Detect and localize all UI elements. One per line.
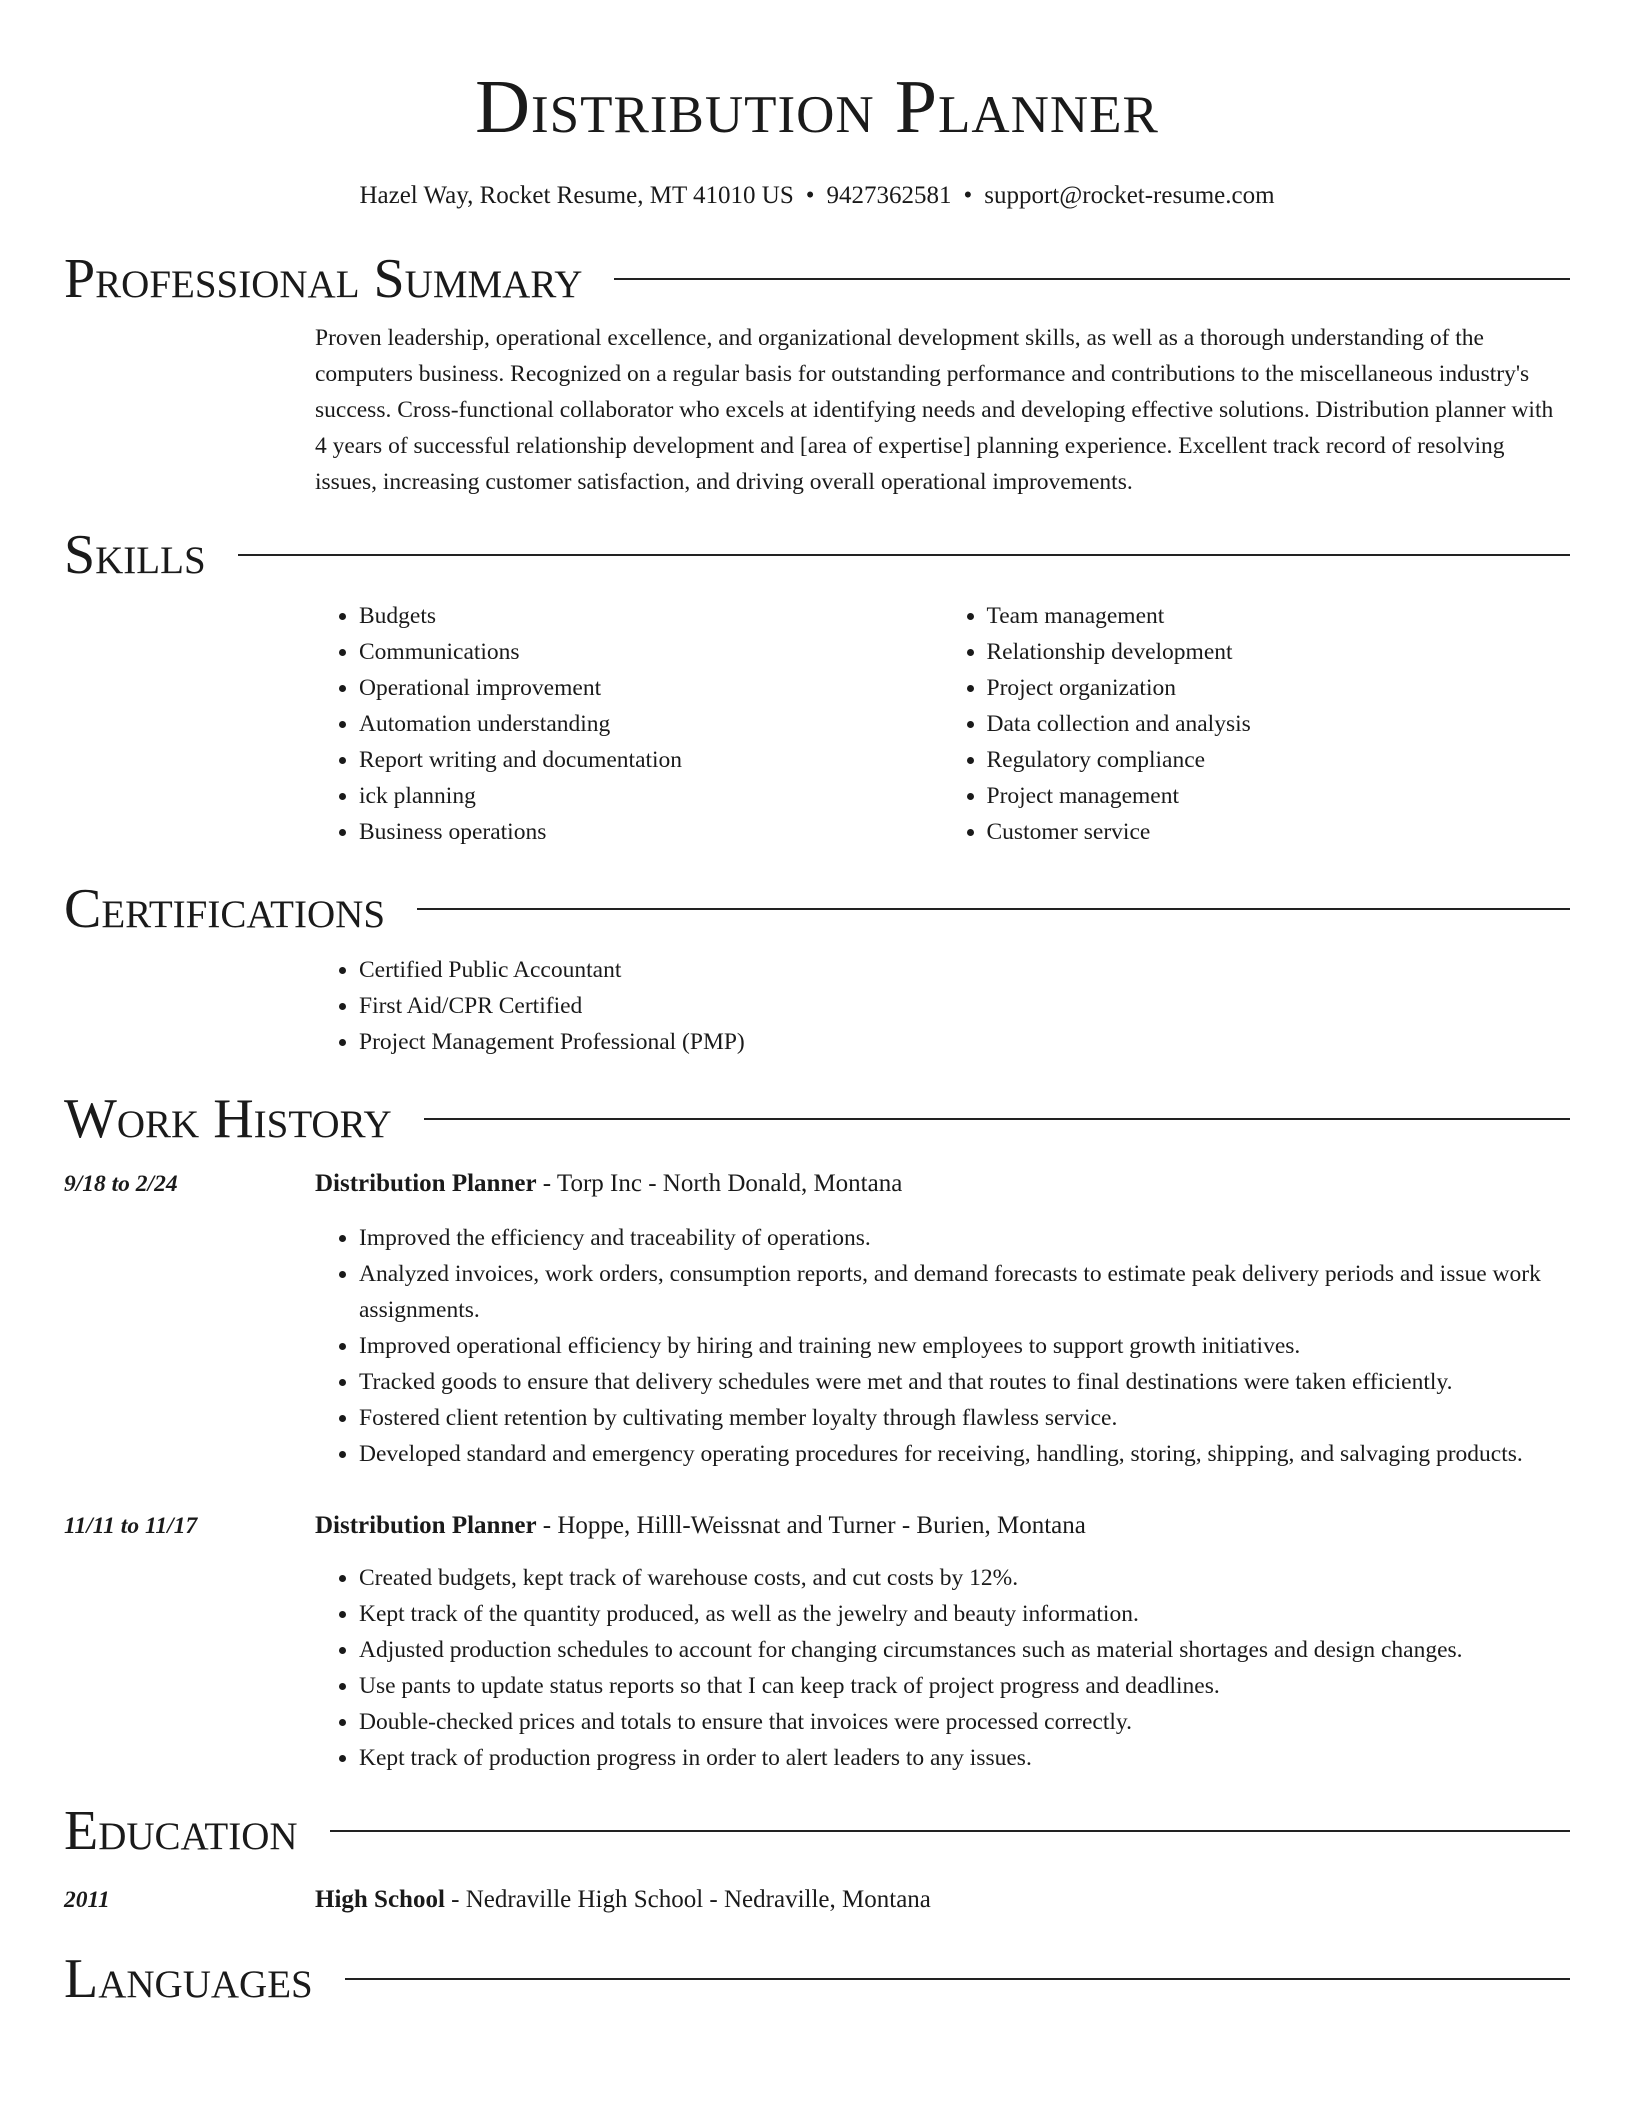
list-item: • Double-checked prices and totals to ensure that invoices were processed correctly. [359,1704,1570,1740]
languages-header [64,1944,1570,2014]
contact-phone[interactable]: 9427362581 [826,182,952,209]
section-title: Languages [64,1948,313,2010]
list-item: • Kept track of production progress in order to alert leaders to any issues. [359,1740,1570,1776]
work-history-body [64,1166,1570,1776]
list-item: • Relationship development [987,634,1571,670]
list-item: • Developed standard and emergency operating procedures for receiving, handling, storing, shipping, and salvaging products. [359,1436,1570,1472]
contact-separator: • [963,182,973,209]
section-title: Education [64,1800,298,1862]
resume-page [64,0,1570,2014]
job-entry [64,1166,1570,1472]
list-item: • Certified Public Accountant [359,952,1570,988]
contact-separator: • [805,182,815,209]
list-item: • Project Management Professional (PMP) [359,1024,1570,1060]
list-item: • Operational improvement [359,670,943,706]
contact-line [64,180,1570,212]
list-item: • Report writing and documentation [359,742,943,778]
list-item: • Project management [987,778,1571,814]
skills-header [64,520,1570,590]
list-item: • Tracked goods to ensure that delivery schedules were met and that routes to final destinations were taken efficiently. [359,1364,1570,1400]
skills-left-list [315,598,943,850]
list-item: • Fostered client retention by cultivating member loyalty through flawless service. [359,1400,1570,1436]
contact-email[interactable]: support@rocket-resume.com [984,182,1275,209]
list-item: • Data collection and analysis [987,706,1571,742]
list-item: • Adjusted production schedules to account for changing circumstances such as material shortages and design changes. [359,1632,1570,1668]
list-item: • First Aid/CPR Certified [359,988,1570,1024]
list-item: • Analyzed invoices, work orders, consumption reports, and demand forecasts to estimate peak delivery periods and issue work assignments. [359,1256,1570,1328]
education-school: - Nedraville High School - Nedraville, Montana [444,1886,931,1913]
list-item: • Budgets [359,598,943,634]
list-item: • Project organization [987,670,1571,706]
education-body [64,1882,1570,1918]
section-divider [614,278,1570,280]
list-item: • Team management [987,598,1571,634]
contact-address: Hazel Way, Rocket Resume, MT 41010 US [359,182,794,209]
skills-columns [315,598,1570,850]
work-history-section [64,1084,1570,1776]
skills-right-list [943,598,1571,850]
list-item: • Customer service [987,814,1571,850]
education-year: 2011 [64,1887,110,1913]
list-item: • Automation understanding [359,706,943,742]
education-degree: High School [315,1886,445,1913]
job-dates: 11/11 to 11/17 [64,1513,198,1539]
section-title: Professional Summary [64,248,583,310]
section-title: Skills [64,524,206,586]
summary-header [64,244,1570,314]
section-title: Certifications [64,878,386,940]
certifications-list [315,952,1570,1060]
work-history-header [64,1084,1570,1154]
summary-section [64,244,1570,500]
certifications-body [315,952,1570,1060]
summary-text: Proven leadership, operational excellence, and organizational development skills, as well as a thorough understanding of the computers business. Recognized on a regular basis for outstanding performance and contributions to the miscellaneous industry's success. Cross-functional collaborator who excels at identifying needs and developing effective solutions. Distribution planner with 4 years of successful relationship development and [area of expertise] planning experience. Excellent track record of resolving issues, increasing customer satisfaction, and driving overall operational improvements. [315,325,1554,495]
certifications-header [64,874,1570,944]
list-item: • Regulatory compliance [987,742,1571,778]
job-bullets [315,1560,1570,1776]
list-item: • ick planning [359,778,943,814]
skills-body [315,598,1570,850]
job-company: - Torp Inc - North Donald, Montana [536,1170,903,1197]
list-item: • Created budgets, kept track of warehouse costs, and cut costs by 12%. [359,1560,1570,1596]
job-company: - Hoppe, Hilll-Weissnat and Turner - Burien, Montana [536,1512,1086,1539]
section-divider [345,1978,1570,1980]
job-dates: 9/18 to 2/24 [64,1171,178,1197]
certifications-section [64,874,1570,1060]
education-section [64,1796,1570,1918]
section-divider [424,1118,1570,1120]
job-role: Distribution Planner [315,1512,537,1539]
list-item: • Use pants to update status reports so that I can keep track of project progress and deadlines. [359,1668,1570,1704]
languages-section [64,1944,1570,2014]
resume-name-title: Distribution Planner [475,65,1159,149]
skills-section [64,520,1570,850]
job-entry [64,1508,1570,1776]
job-title [315,1166,1570,1202]
list-item: • Business operations [359,814,943,850]
job-title [315,1508,1570,1544]
summary-body [315,320,1570,500]
section-title: Work History [64,1088,392,1150]
job-role: Distribution Planner [315,1170,537,1197]
list-item: • Kept track of the quantity produced, as well as the jewelry and beauty information. [359,1596,1570,1632]
list-item: • Improved the efficiency and traceability of operations. [359,1220,1570,1256]
section-divider [417,908,1570,910]
list-item: • Improved operational efficiency by hiring and training new employees to support growth initiatives. [359,1328,1570,1364]
section-divider [330,1830,1570,1832]
education-entry [64,1882,1570,1918]
education-title [315,1882,1570,1918]
education-header [64,1796,1570,1866]
section-divider [238,554,1570,556]
job-bullets [315,1220,1570,1472]
list-item: • Communications [359,634,943,670]
